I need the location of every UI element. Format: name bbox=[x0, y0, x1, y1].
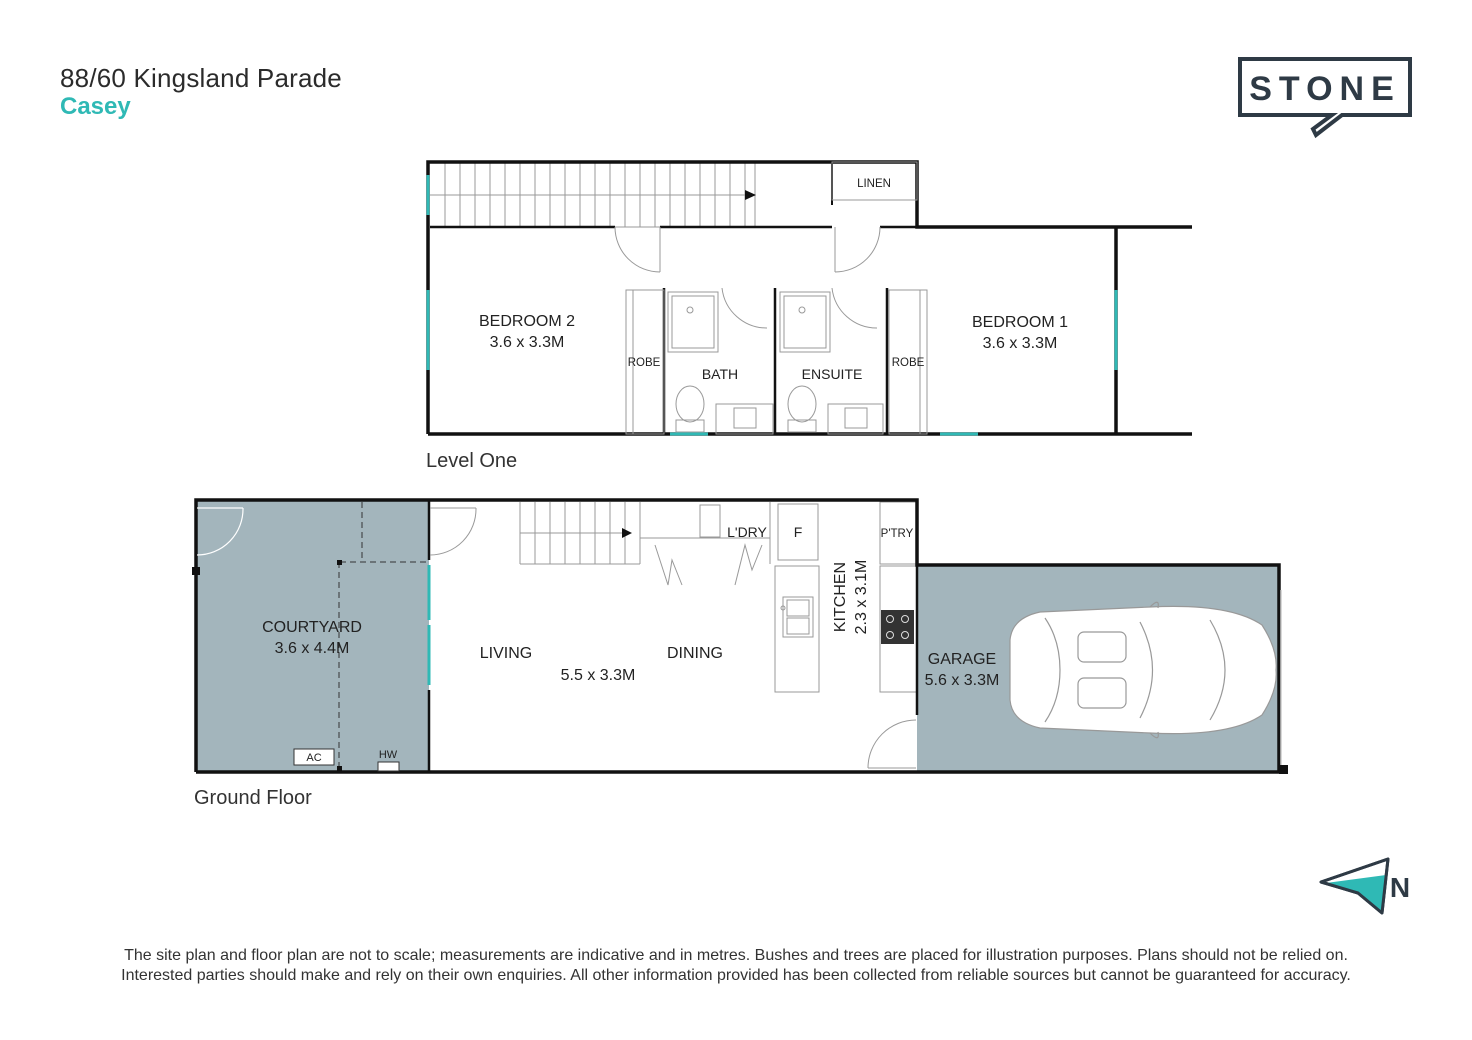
courtyard-dims: 3.6 x 4.4M bbox=[274, 640, 350, 657]
ensuite-label: ENSUITE bbox=[801, 366, 863, 382]
dining-label: DINING bbox=[667, 645, 723, 662]
level-one-walls bbox=[428, 162, 1192, 434]
ground-floor-plan bbox=[192, 500, 1288, 774]
bath-label: BATH bbox=[701, 366, 739, 382]
garage-dims: 5.6 x 3.3M bbox=[924, 672, 1000, 689]
robe-right-label: ROBE bbox=[891, 357, 925, 369]
bedroom2-dims: 3.6 x 3.3M bbox=[489, 334, 565, 351]
courtyard-label: COURTYARD bbox=[262, 619, 362, 636]
linen-label: LINEN bbox=[857, 178, 891, 190]
robe-left-label: ROBE bbox=[627, 357, 661, 369]
living-dims: 5.5 x 3.3M bbox=[560, 667, 636, 684]
stair-arrow-icon bbox=[745, 190, 756, 200]
level-one-stairs bbox=[430, 163, 755, 227]
living-label: LIVING bbox=[479, 645, 533, 662]
kitchen-label: KITCHEN bbox=[832, 561, 849, 633]
property-suburb: Casey bbox=[60, 93, 131, 120]
bedroom1-label: BEDROOM 1 bbox=[971, 314, 1069, 331]
bedroom1-dims: 3.6 x 3.3M bbox=[982, 335, 1058, 352]
ac-label: AC bbox=[306, 752, 322, 764]
garage-label: GARAGE bbox=[927, 651, 997, 668]
level-one-plan bbox=[428, 162, 1192, 434]
laundry-label: L'DRY bbox=[727, 524, 767, 540]
logo-text: STONE bbox=[1249, 70, 1401, 108]
level-one-windows bbox=[428, 175, 1116, 434]
level-one-title: Level One bbox=[426, 450, 518, 472]
hw-unit bbox=[378, 762, 399, 771]
cooktop-icon bbox=[881, 610, 914, 644]
car-icon bbox=[1010, 602, 1276, 738]
pantry-label: P'TRY bbox=[880, 528, 914, 540]
level-one-doors bbox=[615, 227, 880, 328]
robes bbox=[626, 290, 927, 434]
kitchen-sink bbox=[781, 597, 813, 637]
hw-label: HW bbox=[378, 749, 398, 761]
disclaimer-line-2: Interested parties should make and rely on their own enquiries. All other information provided has been collected from reliable sources but cannot be guaranteed for accuracy. bbox=[121, 967, 1351, 984]
property-address: 88/60 Kingsland Parade bbox=[60, 63, 342, 93]
ground-floor-title: Ground Floor bbox=[194, 787, 312, 809]
disclaimer bbox=[40, 946, 1432, 986]
bedroom2-label: BEDROOM 2 bbox=[478, 313, 576, 330]
fridge-label: F bbox=[793, 524, 803, 540]
north-compass-icon bbox=[1318, 855, 1418, 917]
laundry-area bbox=[640, 502, 917, 692]
disclaimer-line-1: The site plan and floor plan are not to scale; measurements are indicative and in metres. Bushes and trees are placed for illustration purposes. Plans should not be relied on. bbox=[124, 947, 1348, 964]
kitchen-dims: 2.3 x 3.1M bbox=[853, 559, 870, 635]
ground-stair-arrow-icon bbox=[622, 528, 632, 538]
compass-north-label: N bbox=[1389, 872, 1411, 903]
